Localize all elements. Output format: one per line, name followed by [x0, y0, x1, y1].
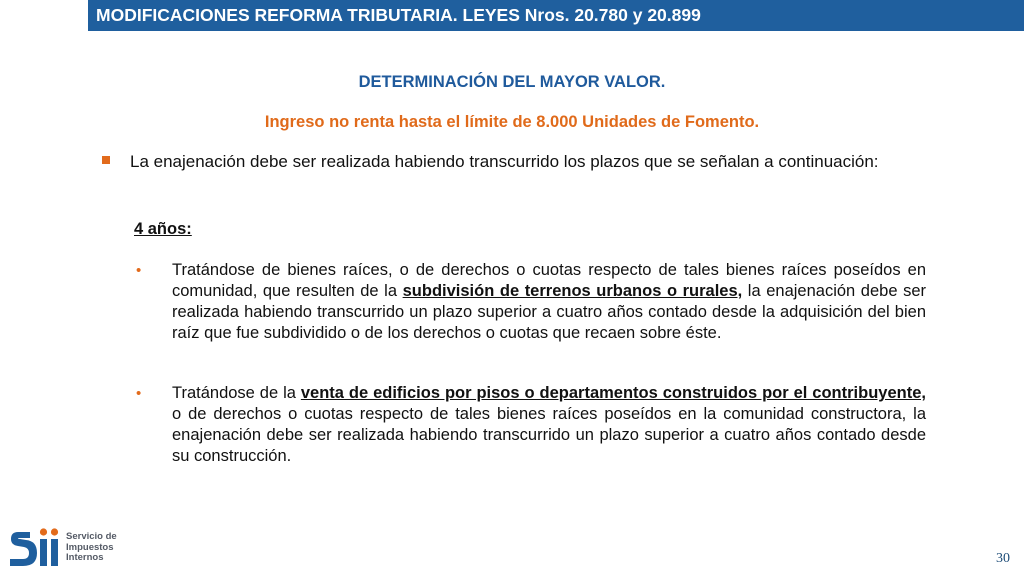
sii-logo	[8, 522, 128, 570]
item-text-after: la enajenación debe ser realizada habiendo transcurrido un plazo superior a cuatro años contado desde la adquisición del bien raíz que fue subdividido o de los derechos o cuotas que recaen sobre éste.	[172, 282, 926, 342]
item-emphasis: subdivisión de terrenos urbanos o rurales,	[402, 282, 743, 300]
logo-line: Internos	[66, 552, 104, 563]
logo-line: Impuestos	[66, 541, 114, 553]
intro-paragraph: La enajenación debe ser realizada habiendo transcurrido los plazos que se señalan a continuación:	[130, 152, 879, 171]
square-bullet-icon	[102, 156, 110, 164]
section-title: DETERMINACIÓN DEL MAYOR VALOR.	[358, 73, 666, 91]
header-title: MODIFICACIONES REFORMA TRIBUTARIA. LEYES Nros. 20.780 y 20.899	[96, 5, 701, 25]
subtitle: Ingreso no renta hasta el límite de 8.000 Unidades de Fomento.	[264, 113, 760, 131]
list-item	[172, 383, 926, 467]
logo-text	[66, 532, 117, 564]
sii-logo-icon	[8, 522, 64, 570]
bullet-dot-icon: •	[136, 262, 142, 279]
page-number: 30	[996, 551, 1010, 566]
item-text-before: Tratándose de la	[172, 384, 301, 402]
item-text-before: Tratándose de bienes raíces, o de derechos o cuotas respecto de tales bienes raíces poseídos en comunidad, que resulten de la	[172, 261, 926, 300]
logo-line: Servicio de	[66, 531, 117, 542]
bullet-dot-icon: •	[136, 385, 142, 402]
header-bar	[88, 0, 1024, 31]
item-emphasis: venta de edificios por pisos o departamentos construidos por el contribuyente,	[300, 384, 926, 402]
item-text-after: o de derechos o cuotas respecto de tales bienes raíces poseídos en la comunidad constructora, la enajenación debe ser realizada habiendo transcurrido un plazo superior a cuatro años contado desde su construcción.	[172, 405, 926, 465]
period-heading: 4 años:	[134, 220, 192, 238]
list-item	[172, 260, 926, 344]
